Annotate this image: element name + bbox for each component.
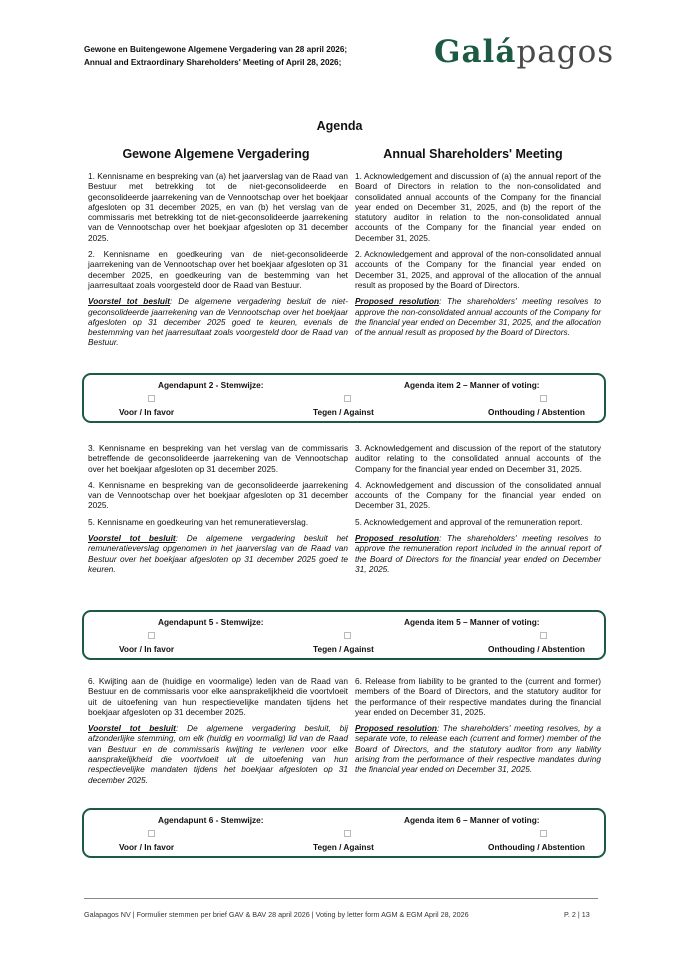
resolution-text: : De algemene vergadering besluit de niet-geconsolideerde jaarrekening van de Vennootschap over het boekjaar afgesloten op 31 december 2025 goed te keuren, evenals de bestemming van het jaarresultaat zoals voorgesteld door de Raad van Bestuur. bbox=[88, 296, 348, 348]
section-3-english bbox=[355, 676, 601, 781]
header-line-dutch: Gewone en Buitengewone Algemene Vergadering van 28 april 2026; bbox=[84, 45, 348, 54]
resolution-label: Voorstel tot besluit bbox=[88, 723, 176, 734]
resolution-label: Proposed resolution bbox=[355, 533, 440, 544]
against-checkbox[interactable] bbox=[344, 632, 351, 639]
agenda-item-5-nl: 5. Kennisname en goedkeuring van het remuneratieverslag. bbox=[88, 516, 309, 527]
abstention-checkbox[interactable] bbox=[540, 395, 547, 402]
agenda-title: Agenda bbox=[316, 119, 363, 133]
resolution-label: Proposed resolution bbox=[355, 296, 440, 307]
resolution-6-nl bbox=[88, 723, 348, 785]
footer-text: Galapagos NV | Formulier stemmen per brief GAV & BAV 28 april 2026 | Voting by letter form AGM & EGM April 28, 2026 bbox=[84, 910, 469, 919]
against-label: Tegen / Against bbox=[313, 644, 374, 654]
galapagos-logo bbox=[434, 34, 614, 70]
agenda-item-1-nl: 1. Kennisname en bespreking van (a) het jaarverslag van de Raad van Bestuur met betrekking tot de niet-geconsolideerde en geconsolideerde jaarrekening van de Vennootschap over het boekjaar afgesloten op 31 december 2025, en van (b) het verslag van de commissaris met betrekking tot de niet-geconsolideerde jaarrekening van de Vennootschap over het boekjaar afgesloten op 31 december 2025. bbox=[88, 171, 348, 243]
agenda-item-2-nl: 2. Kennisname en goedkeuring van de niet-geconsolideerde jaarrekening van de Vennootschap over het boekjaar afgesloten op 31 december 2025, en goedkeuring van de bestemming van het jaarresultaat zoals voorgesteld door de Raad van Bestuur. bbox=[88, 249, 348, 290]
logo-text-part1: Galá bbox=[434, 34, 517, 70]
vote-header-en: Agenda item 6 – Manner of voting: bbox=[404, 815, 540, 825]
agenda-item-4-en: 4. Acknowledgement and discussion of the consolidated annual accounts of the Company for the financial year ended on December 31, 2025. bbox=[355, 479, 601, 511]
resolution-6-en bbox=[355, 723, 601, 774]
resolution-5-nl bbox=[88, 533, 348, 574]
agenda-item-6-en: 6. Release from liability to be granted to the (current and former) members of the Board of Directors, and the statutory auditor for the performance of their respective mandates during the financial year ended on December 31, 2025. bbox=[355, 676, 601, 717]
favor-label: Voor / In favor bbox=[119, 842, 175, 852]
resolution-text: : De algemene vergadering besluit het remuneratieverslag opgenomen in het jaarverslag van de Raad van Bestuur over het boekjaar afgesloten op 31 december 2025 goed te keuren. bbox=[88, 533, 348, 574]
vote-box-item-2 bbox=[82, 373, 606, 423]
logo-text-part2: pagos bbox=[516, 34, 615, 70]
favor-label: Voor / In favor bbox=[119, 407, 175, 417]
favor-checkbox[interactable] bbox=[148, 830, 155, 837]
page-number: P. 2 | 13 bbox=[564, 910, 590, 919]
favor-checkbox[interactable] bbox=[148, 395, 155, 402]
left-column-title: Gewone Algemene Vergadering bbox=[122, 147, 310, 161]
resolution-text: : The shareholders' meeting resolves to approve the remuneration report included in the annual report of the Board of Directors for the financial year ended on December 31, 2025. bbox=[355, 533, 601, 574]
section-1-dutch bbox=[88, 171, 348, 354]
agenda-item-4-nl: 4. Kennisname en bespreking van de geconsolideerde jaarrekening van de Vennootschap over het boekjaar afgesloten op 31 december 2025. bbox=[88, 479, 348, 511]
agenda-item-5-en: 5. Acknowledgement and approval of the remuneration report. bbox=[355, 516, 583, 527]
abstention-label: Onthouding / Abstention bbox=[488, 842, 585, 852]
section-2-english bbox=[355, 443, 601, 580]
resolution-2-en bbox=[355, 296, 601, 337]
section-2-dutch bbox=[88, 443, 348, 580]
agenda-item-3-en: 3. Acknowledgement and discussion of the report of the statutory auditor relating to the consolidated annual accounts of the Company for the financial year ended on December 31, 2025. bbox=[355, 443, 601, 474]
vote-box-item-5 bbox=[82, 610, 606, 660]
resolution-text: : De algemene vergadering besluit, bij afzonderlijke stemming, om elk (huidig en voormalig) lid van de Raad van Bestuur en de commissaris kwijting te verlenen voor elke aansprakelijkheid die voortvloeit uit de uitoefening van hun respectievelijke mandaten tijdens het boekjaar afgesloten op 31 december 2025. bbox=[88, 723, 348, 785]
abstention-checkbox[interactable] bbox=[540, 632, 547, 639]
header-line-english: Annual and Extraordinary Shareholders' Meeting of April 28, 2026; bbox=[84, 57, 342, 67]
abstention-label: Onthouding / Abstention bbox=[488, 407, 585, 417]
resolution-text: : The shareholders' meeting resolves to approve the non-consolidated annual accounts of the Company for the financial year ended on December 31, 2025, and the allocation of the annual result as proposed by the Board of Directors. bbox=[355, 296, 601, 338]
resolution-2-nl bbox=[88, 296, 348, 347]
favor-checkbox[interactable] bbox=[148, 632, 155, 639]
against-checkbox[interactable] bbox=[344, 395, 351, 402]
document-header bbox=[84, 44, 347, 69]
agenda-item-6-nl: 6. Kwijting aan de (huidige en voormalige) leden van de Raad van Bestuur en de commissaris voor elke aansprakelijkheid die voortvloeit uit de uitoefening van hun respectievelijke mandaten tijdens het boekjaar afgesloten op 31 december 2025. bbox=[88, 676, 348, 717]
agenda-item-2-en: 2. Acknowledgement and approval of the non-consolidated annual accounts of the Company for the financial year ended on December 31, 2025, and approval of the allocation of the annual result as proposed by the Board of Directors. bbox=[355, 249, 601, 290]
vote-box-item-6 bbox=[82, 808, 606, 858]
resolution-label: Voorstel tot besluit bbox=[88, 533, 176, 544]
vote-header-en: Agenda item 2 – Manner of voting: bbox=[404, 380, 540, 390]
vote-header-nl: Agendapunt 2 - Stemwijze: bbox=[158, 380, 264, 390]
abstention-label: Onthouding / Abstention bbox=[488, 644, 585, 654]
against-label: Tegen / Against bbox=[313, 407, 374, 417]
favor-label: Voor / In favor bbox=[119, 644, 175, 654]
vote-header-nl: Agendapunt 5 - Stemwijze: bbox=[158, 617, 264, 627]
right-column-title: Annual Shareholders' Meeting bbox=[383, 147, 563, 161]
agenda-item-3-nl: 3. Kennisname en bespreking van het verslag van de commissaris betreffende de geconsolideerde jaarrekening van de Vennootschap over het boekjaar afgesloten op 31 december 2025. bbox=[88, 443, 348, 474]
vote-header-nl: Agendapunt 6 - Stemwijze: bbox=[158, 815, 264, 825]
resolution-label: Proposed resolution bbox=[355, 723, 437, 734]
section-3-dutch bbox=[88, 676, 348, 791]
against-checkbox[interactable] bbox=[344, 830, 351, 837]
footer-divider bbox=[84, 898, 598, 899]
vote-header-en: Agenda item 5 – Manner of voting: bbox=[404, 617, 540, 627]
resolution-5-en bbox=[355, 533, 601, 574]
against-label: Tegen / Against bbox=[313, 842, 374, 852]
resolution-label: Voorstel tot besluit bbox=[88, 296, 171, 307]
abstention-checkbox[interactable] bbox=[540, 830, 547, 837]
section-1-english bbox=[355, 171, 601, 343]
resolution-text: : The shareholders' meeting resolves, by a separate vote, to release each (current and former) member of the Board of Directors, and the statutory auditor from any liability arising from the performance of their respective mandates during the financial year ended on December 31, 2025. bbox=[355, 723, 602, 775]
agenda-item-1-en: 1. Acknowledgement and discussion of (a) the annual report of the Board of Directors in relation to the non-consolidated and consolidated annual accounts of the Company for the financial year ended on December 31, 2025, and (b) the report of the statutory auditor in relation to the non-consolidated annual accounts of the Company for the financial year ended on December 31, 2025. bbox=[355, 171, 601, 243]
